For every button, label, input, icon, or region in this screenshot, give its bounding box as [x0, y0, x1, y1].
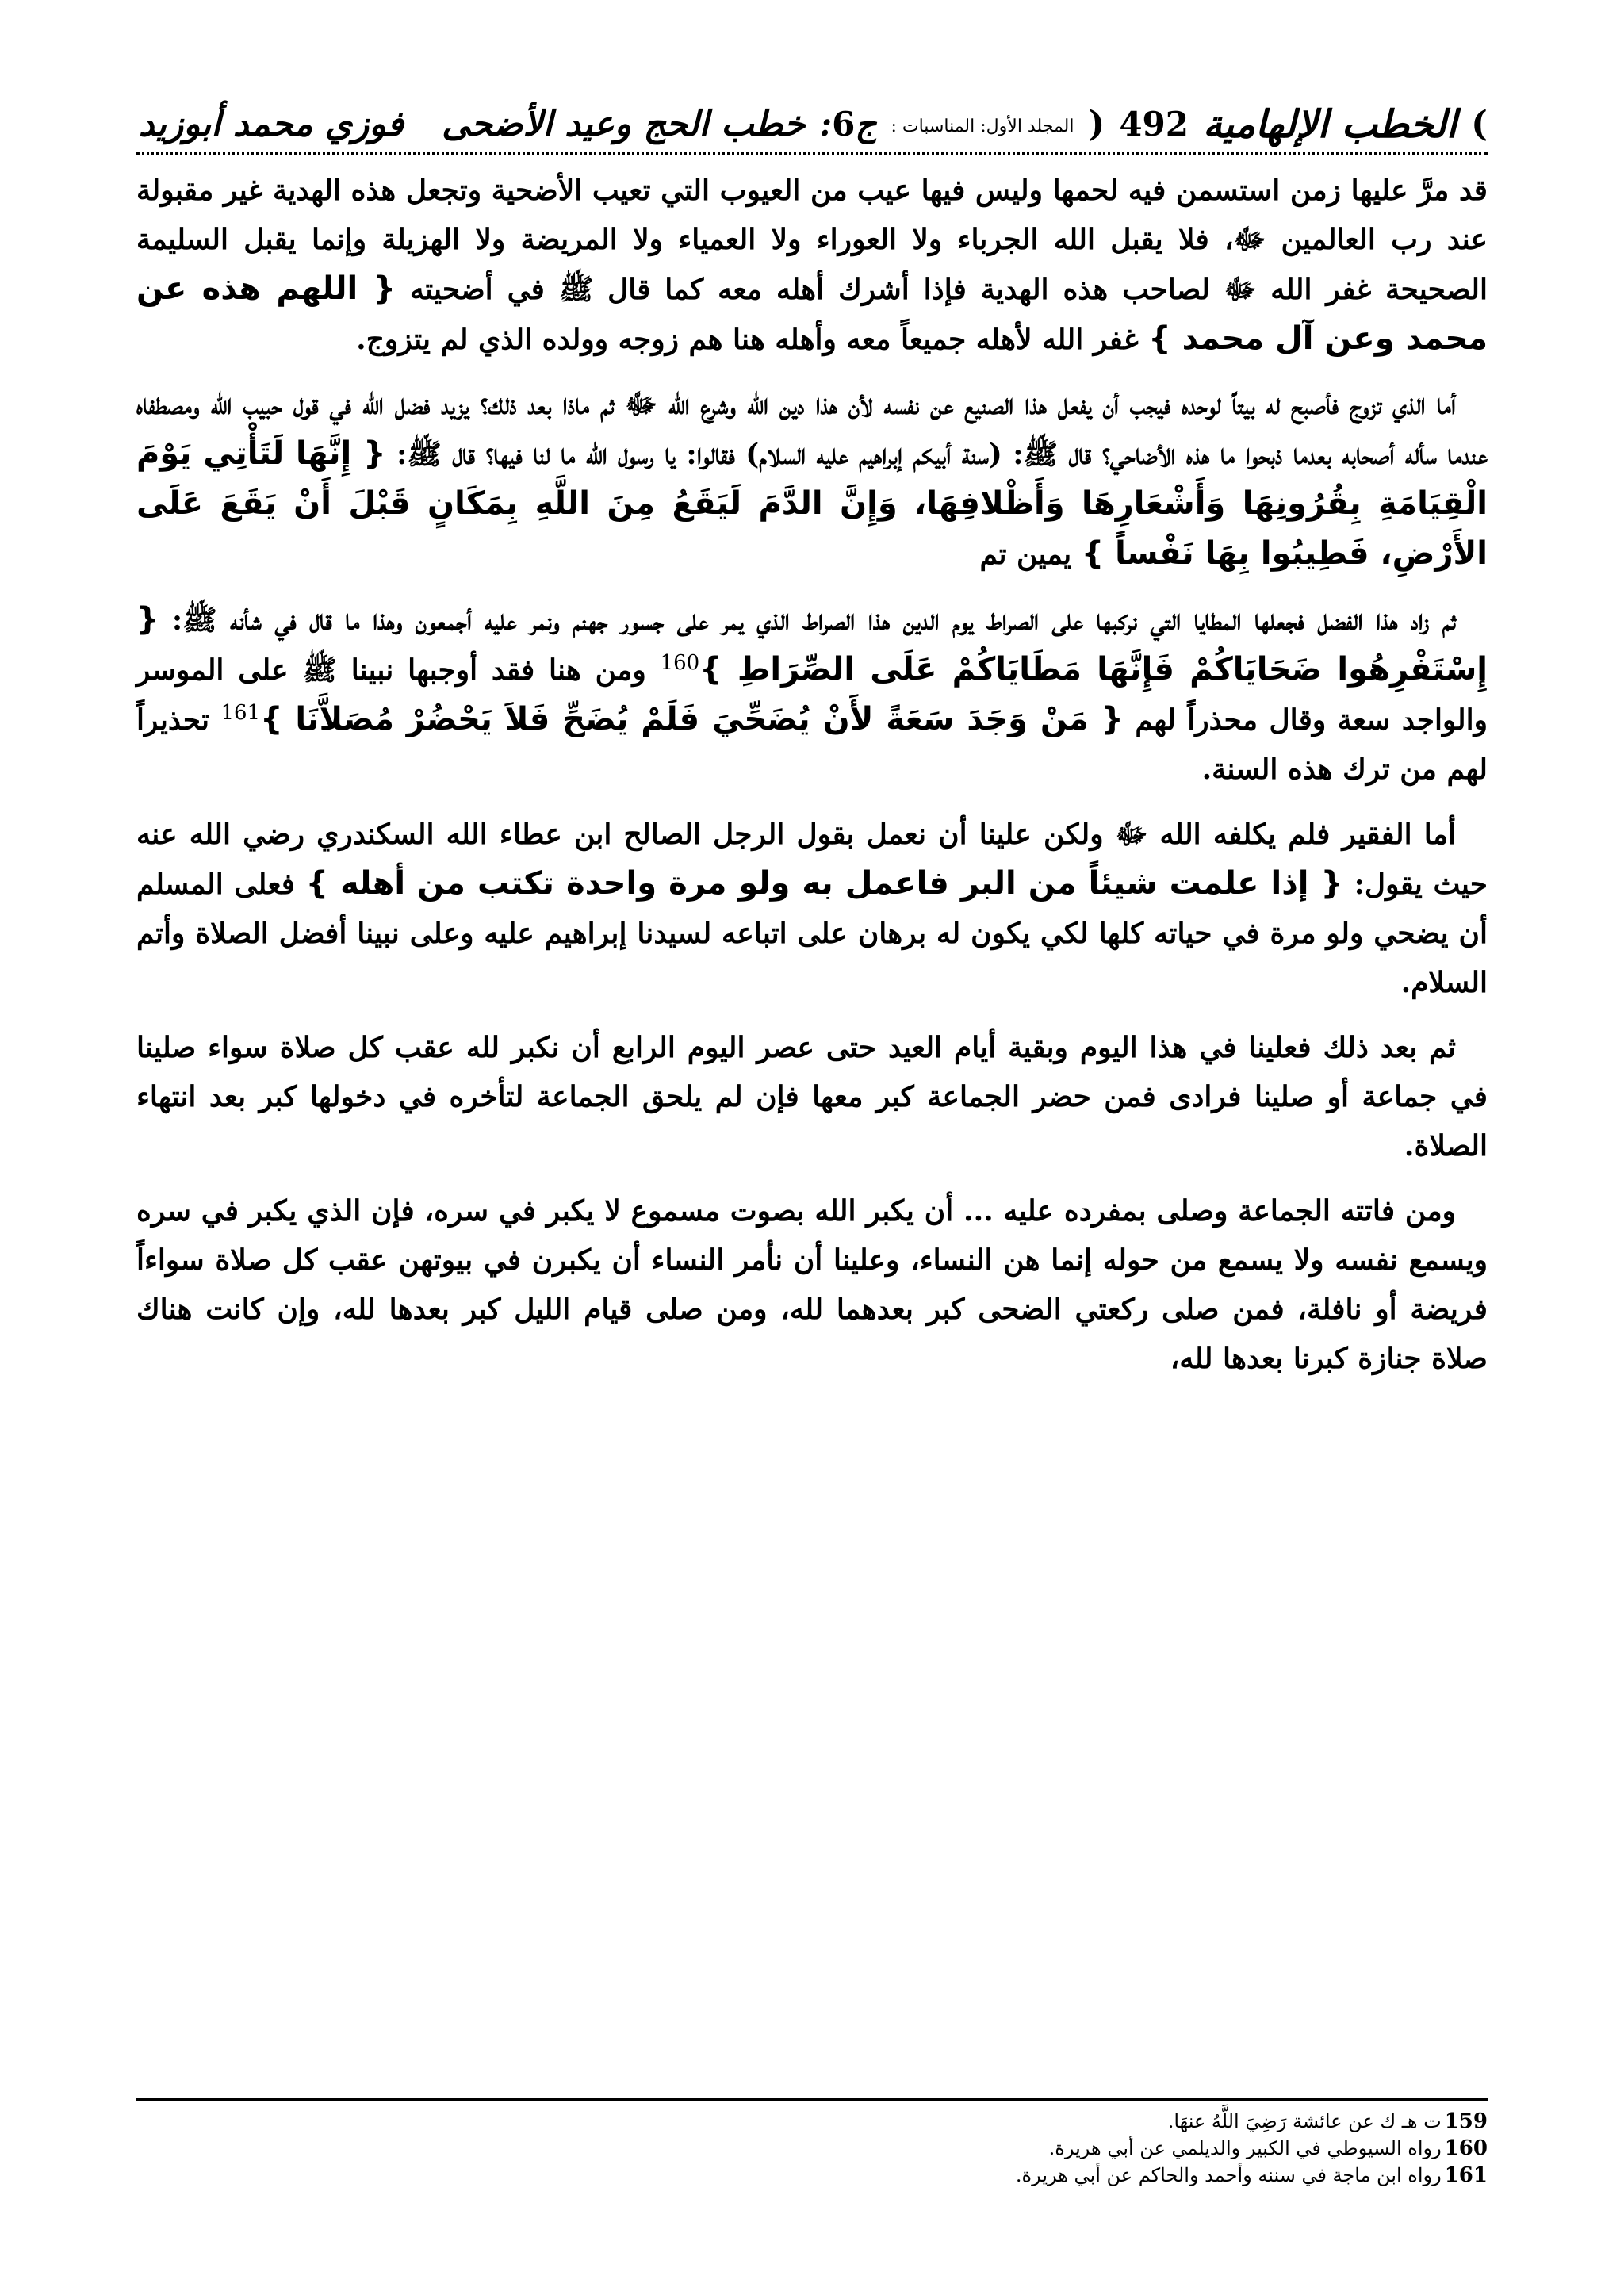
paragraph-text: أما الفقير فلم يكلفه الله ﷻ ولكن علينا أن نعمل بقول الرجل الصالح ابن عطاء الله السكندري رضي الله عنه حيث يقول: — [136, 818, 1488, 901]
body-paragraph — [136, 595, 1488, 794]
paragraph-text: ثم بعد ذلك فعلينا في هذا اليوم وبقية أيام العيد حتى عصر اليوم الرابع أن نكبر لله عقب كل صلاة سواء صلينا في جماعة أو صلينا فرادى فمن حضر الجماعة كبر معها فإن لم يلحق الجماعة لتأخره في دخولها كبر بعد انتهاء الصلاة. — [136, 1031, 1488, 1163]
footnote-number: 159 — [1444, 2109, 1488, 2133]
paragraph-text: فعلى المسلم أن يضحي ولو مرة في حياته كلها لكي يكون له برهان على اتباعه لسيدنا إبراهيم عليه وعلى نبينا أفضل الصلاة وأتم السلام. — [136, 868, 1488, 999]
header-part-prefix: ج — [855, 105, 877, 144]
body-text — [136, 166, 1488, 1383]
paragraph-text: غفر الله لأهله جميعاً معه وأهله هنا هم زوجه وولده الذي لم يتزوج. — [356, 323, 1149, 356]
paragraph-text: ومن فاتته الجماعة وصلى بمفرده عليه ... أن يكبر الله بصوت مسموع لا يكبر في سره، فإن الذي يكبر في سره ويسمع نفسه ولا يسمع من حوله إنما هن النساء، وعلينا أن نأمر النساء أن يكبرن في بيوتهن عقب كل صلاة سواءاً فريضة أو نافلة، فمن صلى ركعتي الضحى كبر بعدهما لله، ومن صلى قيام الليل كبر بعدها لله، وإن كانت هناك صلاة جنازة كبرنا بعدها لله، — [136, 1194, 1488, 1375]
body-paragraph — [136, 1023, 1488, 1170]
footnote-separator — [136, 2098, 1488, 2101]
footnotes — [136, 2108, 1488, 2189]
paragraph-text: يمين تم — [979, 538, 1082, 571]
body-paragraph — [136, 1186, 1488, 1383]
body-paragraph — [136, 380, 1488, 579]
quoted-text: { مَنْ وَجَدَ سَعَةً لأَنْ يُضَحِّيَ فَلَمْ يُضَحِّ فَلاَ يَحْضُرْ مُصَلاَّنَا } — [260, 701, 1124, 737]
footnote-item — [136, 2108, 1488, 2135]
quoted-text: { إذا علمت شيئاً من البر فاعمل به ولو مرة واحدة تكتب من أهله } — [305, 865, 1343, 902]
paragraph-text: أما الذي تزوج فأصبح له بيتاً لوحده فيجب أن يفعل هذا الصنيع عن نفسه لأن هذا دين الله وشرع الله ﷻ ثم ماذا بعد ذلك؟ يزيد فضل الله في قول حبيب الله ومصطفاه عندما سأله أصحابه بعدما ذبحوا ما هذه الأضاحي؟ قال ﷺ: (سنة أبيكم إبراهيم عليه السلام) فقالوا: يا رسول الله ما لنا فيها؟ قال ﷺ: — [136, 388, 1488, 471]
header-volume: المجلد الأول: المناسبات : — [891, 117, 1074, 136]
quoted-text: { اللهم هذه عن محمد وعن آل محمد } — [136, 270, 1488, 357]
footnote-reference: 161 — [220, 701, 261, 725]
paragraph-text: قد مرَّ عليها زمن استسمن فيه لحمها وليس فيها عيب من العيوب التي تعيب الأضحية وتجعل هذه الهدية غير مقبولة عند رب العالمين ﷻ، فلا يقبل الله الجرباء ولا العوراء ولا العمياء ولا المريضة ولا الهزيلة وإنما يقبل السليمة الصحيحة غفر الله ﷻ لصاحب هذه الهدية فإذا أشرك أهله معه كما قال ﷺ في أضحيته — [136, 174, 1488, 306]
quoted-text: { إِنَّهَا لَتَأْتِي يَوْمَ الْقِيَامَةِ بِقُرُونِهَا وَأَشْعَارِهَا وَأَظْلافِهَا، وَإِنَّ الدَّمَ لَيَقَعُ مِنَ اللَّهِ بِمَكَانٍ قَبْلَ أَنْ يَقَعَ عَلَى الأَرْضِ، فَطِيبُوا بِهَا نَفْساً } — [136, 435, 1488, 572]
footnote-text: رواه السيوطي في الكبير والديلمي عن أبي هريرة. — [1048, 2137, 1442, 2159]
header-open-paren: ) — [1471, 104, 1488, 144]
header-part-separator: : — [819, 105, 833, 144]
footnote-number: 161 — [1444, 2163, 1488, 2187]
header-part — [820, 97, 877, 152]
footnote-text: ت هـ ك عن عائشة رَضِيَ اللَّهُ عنهَا. — [1167, 2110, 1442, 2132]
footnote-text: رواه ابن ماجة في سننه وأحمد والحاكم عن أبي هريرة. — [1015, 2164, 1442, 2186]
paragraph-text: تحذيراً لهم من ترك هذه السنة. — [136, 703, 1488, 786]
paragraph-text: ثم زاد هذا الفضل فجعلها المطايا التي نركبها على الصراط يوم الدين هذا الصراط الذي يمر على جسور جهنم ونمر عليه أجمعون وهذا ما قال في شأنه ﷺ: — [159, 603, 1456, 637]
footnote-number: 160 — [1444, 2136, 1488, 2160]
body-paragraph — [136, 810, 1488, 1007]
header-book-title: الخطب الإلهامية — [1202, 102, 1457, 147]
footnote-item — [136, 2162, 1488, 2189]
body-paragraph — [136, 166, 1488, 364]
footnote-item — [136, 2135, 1488, 2162]
header-topic: خطب الحج وعيد الأضحى — [442, 104, 806, 144]
header-close-paren: ( — [1088, 104, 1105, 144]
paragraph-text: ومن هنا فقد أوجبها نبينا ﷺ على الموسر والواجد سعة وقال محذراً لهم — [136, 653, 1488, 737]
header-author: فوزي محمد أبوزيد — [138, 104, 404, 144]
footnote-reference: 160 — [660, 651, 700, 675]
header-page-number: 492 — [1119, 105, 1189, 144]
document-page — [136, 76, 1488, 2249]
header-part-number: 6 — [832, 105, 856, 144]
running-header — [136, 76, 1488, 155]
quoted-text: { إِسْتَفْرِهُوا ضَحَايَاكُمْ فَإِنَّهَا مَطَايَاكُمْ عَلَى الصِّرَاطِ } — [136, 601, 1488, 688]
